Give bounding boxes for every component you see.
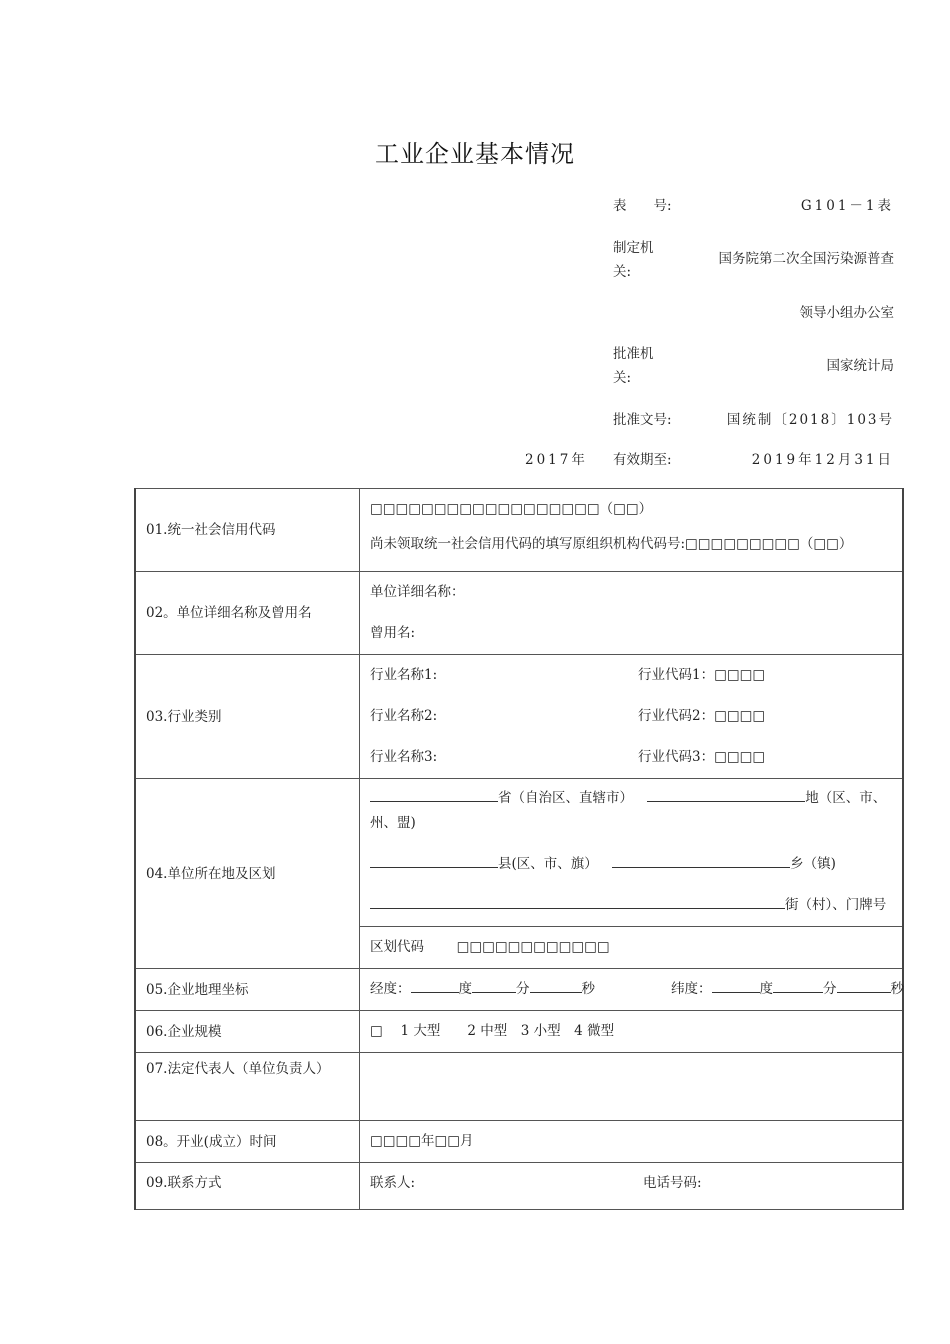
page-title: 工业企业基本情况 [375, 140, 575, 168]
industry-name-3-field[interactable]: 行业名称3: [370, 749, 438, 765]
longitude-degree-blank[interactable] [411, 976, 459, 993]
approver-label: 批准机关: [613, 346, 654, 386]
unit-name-field[interactable]: 单位详细名称： [370, 584, 465, 600]
minute-unit: 分 [823, 981, 837, 997]
industry-code-2-field[interactable]: 行业代码2：□□□□ [638, 708, 766, 724]
latitude-label: 纬度： [671, 981, 712, 997]
row-scale [135, 1011, 903, 1053]
minute-unit: 分 [516, 981, 530, 997]
province-blank[interactable] [370, 785, 498, 802]
longitude-minute-blank[interactable] [472, 976, 516, 993]
row-label: 04.单位所在地及区划 [135, 779, 360, 969]
second-unit: 秒 [890, 981, 904, 997]
maker-value-line1: 国务院第二次全国污染源普查 [718, 251, 894, 267]
org-code-boxes[interactable]: 尚未领取统一社会信用代码的填写原组织机构代码号:□□□□□□□□□（□□） [370, 536, 853, 552]
row-open-date [135, 1121, 903, 1163]
longitude-second-blank[interactable] [530, 976, 582, 993]
prefecture-blank[interactable] [647, 785, 805, 802]
row-legal-rep [135, 1053, 903, 1121]
latitude-second-blank[interactable] [837, 976, 891, 993]
industry-name-1-field[interactable]: 行业名称1: [370, 667, 438, 683]
table-no-value: G101－1表 [800, 198, 894, 214]
town-blank[interactable] [612, 851, 790, 868]
longitude-label: 经度： [370, 981, 411, 997]
row-label: 08。开业(成立）时间 [135, 1121, 360, 1163]
row-industry [135, 655, 903, 779]
industry-code-1-field[interactable]: 行业代码1：□□□□ [638, 667, 766, 683]
row-coordinates [135, 969, 903, 1011]
enterprise-info-table [134, 488, 904, 1210]
row-label: 09.联系方式 [146, 1175, 222, 1191]
row-location [135, 779, 903, 969]
row-unit-name [135, 572, 903, 655]
county-blank[interactable] [370, 851, 498, 868]
latitude-degree-blank[interactable] [712, 976, 760, 993]
latitude-minute-blank[interactable] [773, 976, 823, 993]
legal-rep-field[interactable] [360, 1053, 904, 1121]
row-contact [135, 1163, 903, 1210]
industry-name-2-field[interactable]: 行业名称2: [370, 708, 438, 724]
degree-unit: 度 [759, 981, 773, 997]
contact-person-field[interactable]: 联系人: [370, 1175, 416, 1191]
province-suffix: 省（自治区、直辖市） [498, 790, 633, 806]
county-suffix: 县(区、市、旗） [498, 856, 598, 872]
year-text: 2017年 [525, 452, 588, 468]
former-name-field[interactable]: 曾用名: [370, 625, 416, 641]
doc-no-label: 批准文号: [613, 412, 672, 428]
table-no-label: 表 号: [613, 198, 672, 214]
valid-label: 有效期至: [613, 452, 672, 468]
street-suffix: 街（村）、门牌号 [785, 897, 887, 913]
valid-value: 2019年12月31日 [751, 452, 894, 468]
row-label: 05.企业地理坐标 [135, 969, 360, 1011]
industry-code-3-field[interactable]: 行业代码3：□□□□ [638, 749, 766, 765]
district-code-label: 区划代码 [370, 939, 424, 955]
district-code-boxes[interactable]: □□□□□□□□□□□□ [456, 939, 610, 955]
scale-options[interactable]: □ 1 大型 2 中型 3 小型 4 微型 [370, 1023, 615, 1039]
maker-label: 制定机关: [613, 240, 654, 280]
town-suffix: 乡（镇) [790, 856, 836, 872]
row-label: 02。单位详细名称及曾用名 [135, 572, 360, 655]
open-date-boxes[interactable]: □□□□年□□月 [370, 1133, 474, 1149]
row-credit-code [135, 489, 903, 572]
street-blank[interactable] [370, 892, 785, 909]
maker-value-line2: 领导小组办公室 [799, 305, 894, 321]
approver-value: 国家统计局 [826, 358, 894, 374]
row-label: 01.统一社会信用代码 [135, 489, 360, 572]
row-label: 07.法定代表人（单位负责人） [146, 1061, 330, 1077]
row-label: 06.企业规模 [135, 1011, 360, 1053]
doc-no-value: 国统制〔2018〕103号 [726, 412, 894, 428]
credit-code-boxes[interactable]: □□□□□□□□□□□□□□□□□□（□□） [370, 501, 653, 517]
row-label: 03.行业类别 [135, 655, 360, 779]
prefecture-suffix: 地（区、市、州、盟) [370, 790, 887, 831]
phone-field[interactable]: 电话号码: [643, 1175, 702, 1191]
degree-unit: 度 [458, 981, 472, 997]
second-unit: 秒 [581, 981, 595, 997]
